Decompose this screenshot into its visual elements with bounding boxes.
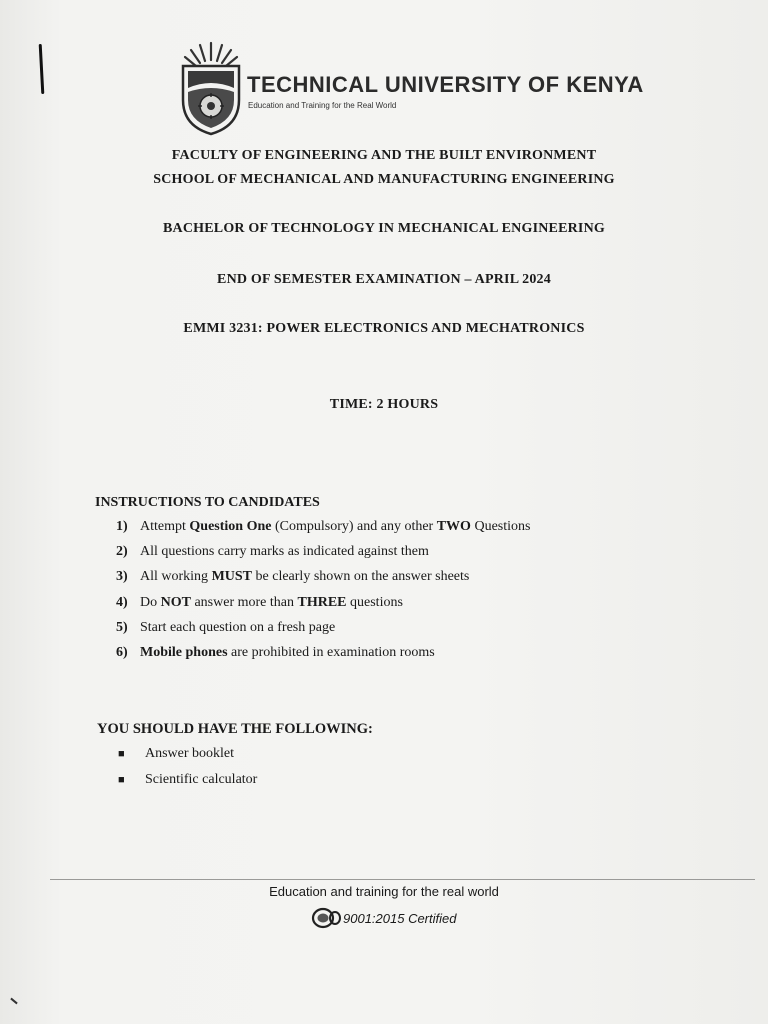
requirements-list bbox=[118, 746, 257, 798]
requirement-item: ■ Answer booklet bbox=[118, 746, 235, 761]
instruction-item: 3) All working MUST be clearly shown on the answer sheets bbox=[116, 569, 470, 585]
requirements-heading: YOU SHOULD HAVE THE FOLLOWING: bbox=[97, 721, 373, 737]
instruction-item: 2) All questions carry marks as indicated against them bbox=[116, 544, 429, 560]
university-tagline: Education and Training for the Real World bbox=[248, 101, 397, 110]
scan-mark bbox=[10, 998, 17, 1005]
school-name: SCHOOL OF MECHANICAL AND MANUFACTURING ENGINEERING bbox=[153, 172, 615, 187]
exam-duration: TIME: 2 HOURS bbox=[329, 397, 439, 412]
university-crest-icon bbox=[180, 40, 242, 136]
exam-title: END OF SEMESTER EXAMINATION – APRIL 2024 bbox=[217, 272, 551, 287]
pen-mark bbox=[39, 44, 45, 94]
instructions-heading: INSTRUCTIONS TO CANDIDATES bbox=[95, 495, 320, 510]
iso-certification bbox=[311, 906, 456, 930]
instruction-item: 6) Mobile phones are prohibited in examination rooms bbox=[116, 644, 435, 660]
course-title: EMMI 3231: POWER ELECTRONICS AND MECHATRONICS bbox=[183, 321, 585, 336]
instruction-item: 1) Attempt Question One (Compulsory) and any other TWO Questions bbox=[116, 519, 531, 534]
instruction-item: 4) Do NOT answer more than THREE questions bbox=[116, 594, 403, 610]
footer-motto: Education and training for the real world bbox=[269, 884, 499, 899]
bullet-icon: ■ bbox=[118, 774, 125, 786]
instruction-item: 5) Start each question on a fresh page bbox=[116, 619, 336, 635]
faculty-name: FACULTY OF ENGINEERING AND THE BUILT ENVIRONMENT bbox=[171, 148, 597, 163]
certification-text: 9001:2015 Certified bbox=[343, 910, 457, 926]
bullet-icon: ■ bbox=[118, 748, 125, 760]
requirement-item: ■ Scientific calculator bbox=[118, 772, 258, 787]
university-name: TECHNICAL UNIVERSITY OF KENYA bbox=[247, 72, 644, 97]
instructions-list bbox=[116, 519, 530, 670]
programme-name: BACHELOR OF TECHNOLOGY IN MECHANICAL ENGINEERING bbox=[163, 221, 605, 236]
iso-seal-icon bbox=[311, 907, 341, 929]
footer-divider bbox=[50, 879, 755, 880]
